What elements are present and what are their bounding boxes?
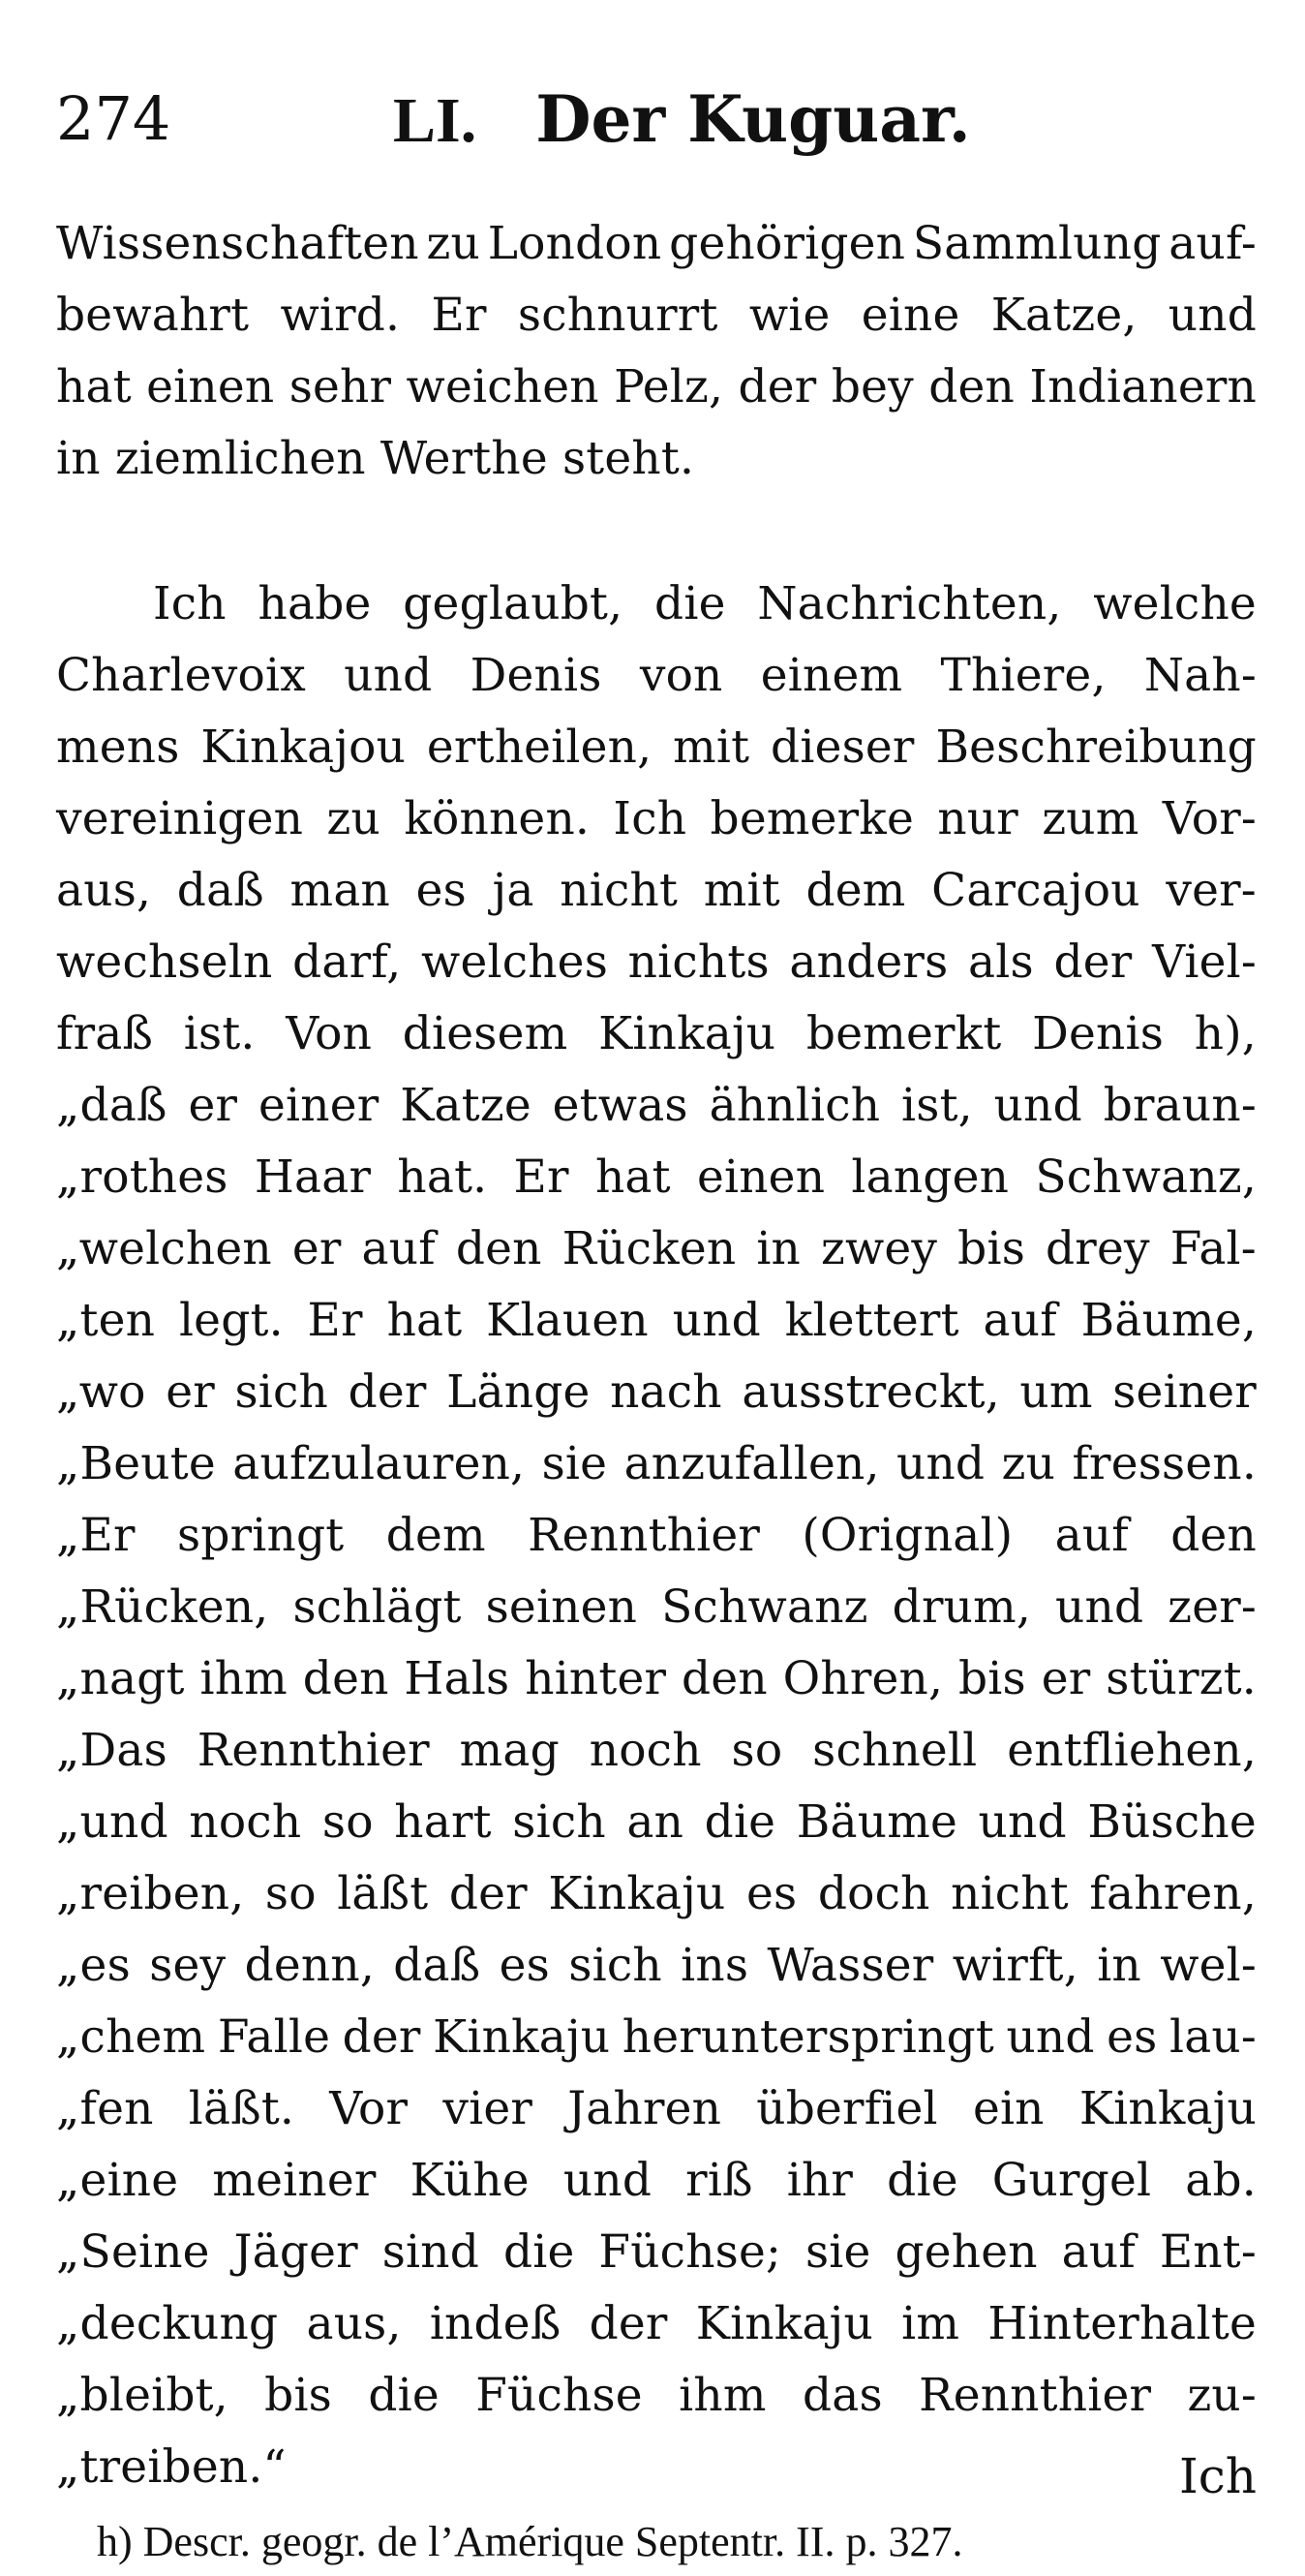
- text-line: [56, 1357, 1257, 1428]
- word: (Orignal): [802, 1509, 1014, 1562]
- word: Er: [307, 1294, 363, 1347]
- word: daß: [393, 1939, 481, 1992]
- word: fraß: [56, 1007, 154, 1060]
- word: „nagt: [56, 1652, 185, 1705]
- word: Beschreibung: [935, 721, 1257, 774]
- word: einem: [760, 649, 903, 702]
- word: und: [344, 649, 433, 702]
- word: die: [887, 2154, 958, 2207]
- word: etwas: [552, 1079, 688, 1132]
- word: weichen: [406, 360, 599, 414]
- word: gehen: [895, 2225, 1038, 2279]
- word: eine: [861, 289, 960, 342]
- word: auf: [1054, 1509, 1129, 1562]
- word: Hals: [404, 1652, 510, 1705]
- page-number: 274: [56, 83, 171, 154]
- text-line: [56, 1572, 1257, 1643]
- paragraph: [56, 208, 1257, 495]
- word: so: [321, 1795, 374, 1849]
- word: sehr: [288, 360, 392, 414]
- word: mit: [703, 864, 780, 917]
- word: Wissenschaften: [56, 217, 419, 270]
- word: er: [291, 1222, 342, 1275]
- word: sie: [541, 1437, 608, 1490]
- word: dem: [385, 1509, 486, 1562]
- word: er: [188, 1079, 238, 1132]
- text-line: [56, 927, 1257, 998]
- word: anzufallen,: [623, 1437, 880, 1490]
- text-line: [56, 2217, 1257, 2288]
- word: „welchen: [56, 1222, 272, 1275]
- word: „wo: [56, 1365, 146, 1419]
- word: ist.: [183, 1007, 256, 1060]
- word: um: [1019, 1365, 1093, 1419]
- word: bey: [831, 360, 914, 414]
- text-line: [56, 1930, 1257, 2002]
- word: Füchse: [475, 2369, 643, 2422]
- text-line: [56, 1858, 1257, 1930]
- word: nicht: [560, 864, 679, 917]
- word: Jäger: [233, 2225, 358, 2279]
- word: anders: [789, 935, 949, 989]
- word: einen: [696, 1150, 826, 1204]
- word: Bäume: [796, 1795, 957, 1849]
- word: nur: [937, 792, 1018, 845]
- word: den: [302, 1652, 389, 1705]
- word: die: [368, 2369, 440, 2422]
- word: der: [448, 1867, 528, 1920]
- word: fressen.: [1072, 1437, 1257, 1490]
- word: doch: [817, 1867, 930, 1920]
- word: sind: [381, 2225, 480, 2279]
- text-line: [56, 1213, 1257, 1285]
- word: und: [1006, 2010, 1095, 2064]
- word: Kinkaju: [548, 1867, 726, 1920]
- word: zu: [1001, 1437, 1056, 1490]
- word: zu-: [1187, 2369, 1257, 2422]
- word: und: [672, 1294, 761, 1347]
- word: bewahrt: [56, 289, 250, 342]
- word: in: [756, 1222, 802, 1275]
- word: wel-: [1160, 1939, 1257, 1992]
- word: den: [682, 1652, 768, 1705]
- word: wird.: [280, 289, 401, 342]
- word: Rennthier: [528, 1509, 761, 1562]
- text-line: [56, 1787, 1257, 1858]
- word: Er: [431, 289, 487, 342]
- word: aus,: [306, 2297, 402, 2350]
- word: hat.: [397, 1150, 488, 1204]
- word: ihr: [786, 2154, 854, 2207]
- word: Gurgel: [991, 2154, 1152, 2207]
- text-line: [56, 1070, 1257, 1142]
- word: bemerkt: [805, 1007, 1002, 1060]
- word: Füchse;: [598, 2225, 782, 2279]
- text-line: [56, 352, 1257, 423]
- word: zwey: [821, 1222, 938, 1275]
- word: klettert: [784, 1294, 959, 1347]
- text-line: [56, 1428, 1257, 1500]
- word: schnurrt: [517, 289, 718, 342]
- word: einen: [146, 360, 275, 414]
- word: Carcajou: [931, 864, 1140, 917]
- word: dieser: [771, 721, 915, 774]
- word: ähnlich: [709, 1079, 881, 1132]
- text-line: [56, 1715, 1257, 1787]
- word: nach: [610, 1365, 722, 1419]
- word: fahren,: [1089, 1867, 1257, 1920]
- word: er: [1041, 1652, 1091, 1705]
- word: herunterspringt: [622, 2010, 994, 2064]
- word: Indianern: [1029, 360, 1257, 414]
- text-line: [56, 1500, 1257, 1572]
- word: „reiben,: [56, 1867, 245, 1920]
- word: Kinkajou: [200, 721, 407, 774]
- word: riß: [685, 2154, 753, 2207]
- text-line: [56, 280, 1257, 352]
- word: ist,: [901, 1079, 973, 1132]
- word: Denis: [1032, 1007, 1165, 1060]
- word: wirft,: [952, 1939, 1078, 1992]
- word: mag: [459, 1724, 560, 1777]
- word: hat: [594, 1150, 671, 1204]
- word: „bleibt,: [56, 2369, 228, 2422]
- word: Hinterhalte: [987, 2297, 1257, 2350]
- text-line: [56, 1285, 1257, 1357]
- word: der: [348, 1365, 427, 1419]
- word: der: [342, 2010, 421, 2064]
- word: Länge: [446, 1365, 591, 1419]
- word: so: [264, 1867, 317, 1920]
- word: Wasser: [767, 1939, 934, 1992]
- word: schlägt: [292, 1580, 462, 1634]
- word: drey: [1046, 1222, 1150, 1275]
- word: es: [499, 1939, 551, 1992]
- word: es: [1107, 2010, 1158, 2064]
- word: und: [1055, 1580, 1144, 1634]
- word: lau-: [1168, 2010, 1257, 2064]
- word: London: [487, 217, 662, 270]
- text-line: „treiben.“: [56, 2440, 287, 2494]
- word: legt.: [178, 1294, 284, 1347]
- word: indeß: [429, 2297, 561, 2350]
- word: diesem: [402, 1007, 568, 1060]
- word: im: [901, 2297, 960, 2350]
- word: Kühe: [410, 2154, 530, 2207]
- chapter-title: Der Kuguar.: [535, 81, 971, 157]
- word: Rennthier: [197, 1724, 430, 1777]
- word: ertheilen,: [426, 721, 652, 774]
- body-text: [56, 208, 1257, 2503]
- word: und: [978, 1795, 1067, 1849]
- text-line: [56, 2145, 1257, 2217]
- word: welche: [1093, 577, 1257, 630]
- word: meiner: [212, 2154, 377, 2207]
- word: denn,: [244, 1939, 375, 1992]
- word: Büsche: [1087, 1795, 1257, 1849]
- word: Schwanz: [661, 1580, 868, 1634]
- text-line: [56, 1142, 1257, 1213]
- word: Kinkaju: [695, 2297, 873, 2350]
- word: „chem: [56, 2010, 206, 2064]
- text-line: [56, 2073, 1257, 2145]
- word: Nah-: [1143, 649, 1257, 702]
- word: Kinkaju: [598, 1007, 776, 1060]
- word: mit: [673, 721, 750, 774]
- word: Denis: [470, 649, 602, 702]
- word: aus,: [56, 864, 152, 917]
- word: „rothes: [56, 1150, 228, 1204]
- word: und: [993, 1079, 1082, 1132]
- word: bis: [264, 2369, 332, 2422]
- word: welches: [421, 935, 609, 989]
- page-header: [56, 76, 1257, 163]
- word: hat: [386, 1294, 463, 1347]
- word: daß: [176, 864, 264, 917]
- text-line: [56, 783, 1257, 855]
- word: die: [654, 577, 726, 630]
- word: Katze: [400, 1079, 531, 1132]
- word: „Beute: [56, 1437, 216, 1490]
- word: h),: [1194, 1007, 1257, 1060]
- word: wechseln: [56, 935, 273, 989]
- word: Sammlung: [912, 217, 1162, 270]
- word: ihm: [199, 1652, 288, 1705]
- word: zum: [1042, 792, 1139, 845]
- word: Bäume,: [1080, 1294, 1257, 1347]
- word: an: [626, 1795, 684, 1849]
- word: „Er: [56, 1509, 136, 1562]
- word: ins: [681, 1939, 749, 1992]
- word: „daß: [56, 1079, 167, 1132]
- word: nicht: [951, 1867, 1069, 1920]
- word: der: [1053, 935, 1133, 989]
- word: geglaubt,: [403, 577, 623, 630]
- word: entfliehen,: [1007, 1724, 1257, 1777]
- text-line: [56, 855, 1257, 927]
- word: er: [166, 1365, 215, 1419]
- word: überfiel: [756, 2082, 938, 2135]
- text-line: [56, 712, 1257, 783]
- word: seinen: [485, 1580, 638, 1634]
- word: läßt: [337, 1867, 429, 1920]
- word: vier: [442, 2082, 533, 2135]
- word: ihm: [679, 2369, 767, 2422]
- word: Ent-: [1159, 2225, 1257, 2279]
- word: hart: [394, 1795, 492, 1849]
- word: noch: [589, 1724, 702, 1777]
- word: aufzulauren,: [232, 1437, 526, 1490]
- word: Rücken: [561, 1222, 737, 1275]
- text-line: [56, 2002, 1257, 2073]
- word: Haar: [254, 1150, 372, 1204]
- text-line: [56, 998, 1257, 1070]
- text-line: [56, 1643, 1257, 1715]
- word: „und: [56, 1795, 168, 1849]
- word: gehörigen: [669, 217, 906, 270]
- word: Kinkaju: [1078, 2082, 1257, 2135]
- word: Charlevoix: [56, 649, 306, 702]
- word: und: [562, 2154, 652, 2207]
- text-line: [56, 208, 1257, 280]
- word: Pelz,: [614, 360, 724, 414]
- word: „eine: [56, 2154, 179, 2207]
- word: Ich: [613, 792, 687, 845]
- word: Ohren,: [782, 1652, 944, 1705]
- word: langen: [851, 1150, 1010, 1204]
- word: Katze,: [990, 289, 1138, 342]
- word: „es: [56, 1939, 131, 1992]
- text-line: [56, 2360, 1257, 2432]
- word: sich: [512, 1795, 606, 1849]
- word: „Das: [56, 1724, 167, 1777]
- word: Ich: [153, 577, 227, 630]
- word: bis: [958, 1652, 1026, 1705]
- word: Falle: [217, 2010, 331, 2064]
- word: von: [639, 649, 723, 702]
- word: wie: [748, 289, 831, 342]
- word: das: [802, 2369, 883, 2422]
- word: die: [704, 1795, 776, 1849]
- word: Jahren: [567, 2082, 722, 2135]
- word: schnell: [812, 1724, 978, 1777]
- word: seiner: [1112, 1365, 1257, 1419]
- word: zu: [426, 217, 480, 270]
- word: Rennthier: [919, 2369, 1152, 2422]
- word: mens: [56, 721, 180, 774]
- word: den: [1170, 1509, 1257, 1562]
- word: auf: [361, 1222, 436, 1275]
- word: Vor-: [1162, 792, 1257, 845]
- word: Fal-: [1169, 1222, 1257, 1275]
- word: in: [1097, 1939, 1141, 1992]
- word: der: [589, 2297, 668, 2350]
- word: Klauen: [486, 1294, 649, 1347]
- word: springt: [177, 1509, 345, 1562]
- word: „Seine: [56, 2225, 210, 2279]
- word: ab.: [1185, 2154, 1257, 2207]
- word: es: [745, 1867, 798, 1920]
- chapter-number: LI.: [393, 85, 477, 156]
- word: es: [415, 864, 467, 917]
- paragraph-gap: [56, 495, 1257, 568]
- word: vereinigen: [56, 792, 304, 845]
- word: dem: [805, 864, 906, 917]
- word: ein: [972, 2082, 1045, 2135]
- word: Er: [513, 1150, 569, 1204]
- word: Viel-: [1152, 935, 1257, 989]
- catchword: Ich: [1179, 2448, 1257, 2504]
- word: bis: [957, 1222, 1026, 1275]
- word: Kinkaju: [433, 2010, 611, 2064]
- text-line: [56, 2288, 1257, 2360]
- word: auf: [1061, 2225, 1136, 2279]
- word: ausstreckt,: [742, 1365, 1000, 1419]
- word: Nachrichten,: [757, 577, 1062, 630]
- word: die: [502, 2225, 575, 2279]
- word: und: [895, 1437, 986, 1490]
- word: „deckung: [56, 2297, 279, 2350]
- text-line: in ziemlichen Werthe steht.: [56, 432, 695, 485]
- word: Von: [286, 1007, 373, 1060]
- word: ver-: [1166, 864, 1257, 917]
- word: Thiere,: [940, 649, 1107, 702]
- word: so: [731, 1724, 783, 1777]
- text-line: [56, 568, 1257, 640]
- word: als: [968, 935, 1034, 989]
- word: stürzt.: [1106, 1652, 1257, 1705]
- word: habe: [258, 577, 372, 630]
- word: und: [1168, 289, 1257, 342]
- word: sich: [234, 1365, 329, 1419]
- word: sey: [149, 1939, 227, 1992]
- word: der: [738, 360, 817, 414]
- word: „Rücken,: [56, 1580, 269, 1634]
- word: zer-: [1168, 1580, 1257, 1634]
- word: läßt.: [188, 2082, 295, 2135]
- word: den: [455, 1222, 542, 1275]
- word: hat: [56, 360, 132, 414]
- footnote: h) Descr. geogr. de l’Amérique Septentr. II. p. 327.: [97, 2518, 963, 2565]
- word: sich: [568, 1939, 662, 1992]
- word: drum,: [892, 1580, 1031, 1634]
- word: einer: [258, 1079, 379, 1132]
- running-title: [393, 76, 971, 165]
- word: „fen: [56, 2082, 154, 2135]
- word: Schwanz,: [1035, 1150, 1257, 1204]
- word: nichts: [627, 935, 770, 989]
- word: den: [928, 360, 1016, 414]
- word: braun-: [1103, 1079, 1257, 1132]
- word: können.: [404, 792, 591, 845]
- word: zu: [326, 792, 380, 845]
- paragraph: [56, 568, 1257, 2503]
- word: bemerke: [710, 792, 914, 845]
- word: hinter: [525, 1652, 667, 1705]
- word: man: [289, 864, 391, 917]
- word: darf,: [292, 935, 402, 989]
- word: auf-: [1168, 217, 1257, 270]
- text-line: [56, 640, 1257, 712]
- word: „ten: [56, 1294, 156, 1347]
- word: ja: [492, 864, 534, 917]
- word: noch: [189, 1795, 302, 1849]
- word: auf: [983, 1294, 1057, 1347]
- word: sie: [804, 2225, 871, 2279]
- word: Vor: [329, 2082, 409, 2135]
